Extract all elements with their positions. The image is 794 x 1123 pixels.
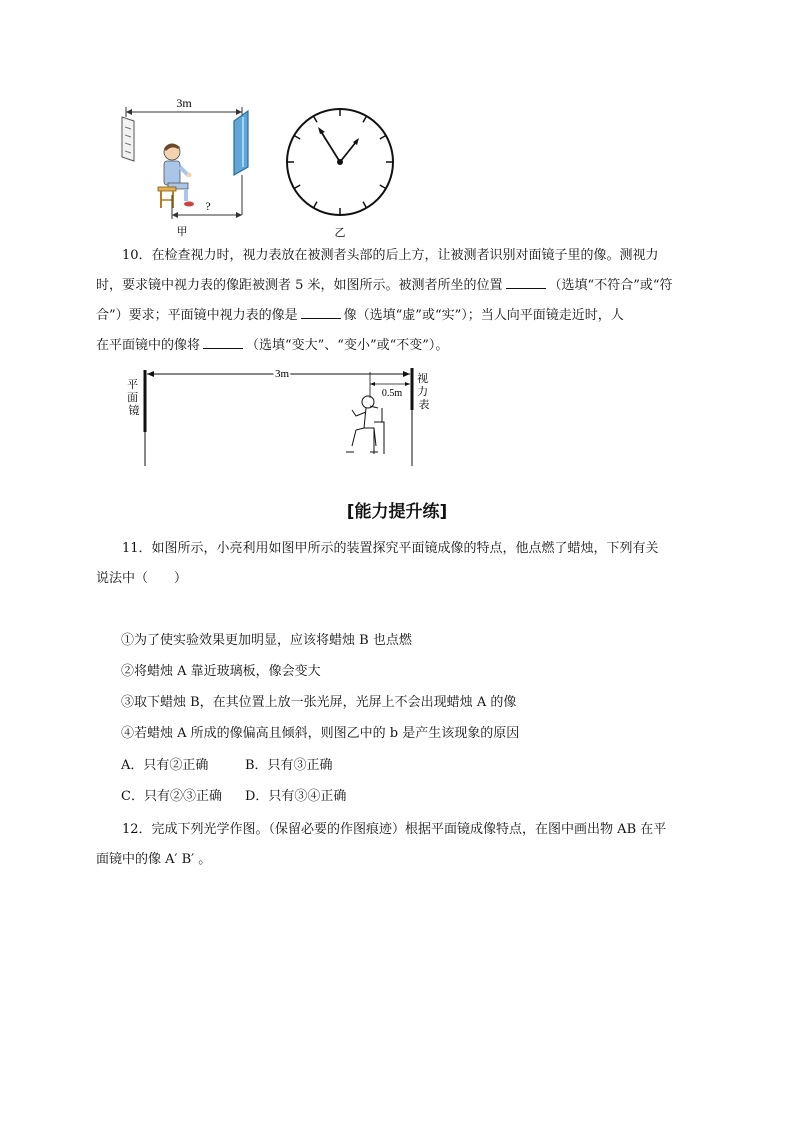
q10-line1: 10．在检查视力时，视力表放在被测者头部的后上方，让被测者识别对面镜子里的像。测视力	[122, 248, 659, 263]
figure-jia	[110, 95, 260, 240]
fig2-mirror-label-3: 镜	[128, 405, 140, 417]
fig1-caption-jia: 甲	[176, 226, 188, 238]
q10-line4a: 在平面镜中的像将	[96, 338, 201, 353]
q10-blank-1[interactable]	[506, 276, 546, 289]
fig2-chart-label	[417, 372, 431, 411]
figure-yi-clock	[280, 100, 400, 240]
fig2-mirror-label-1: 平	[127, 379, 139, 391]
q11-item-3: ③取下蜡烛 B，在其位置上放一张光屏，光屏上不会出现蜡烛 A 的像	[121, 695, 517, 710]
q11-option-b[interactable]: B．只有③正确	[245, 758, 333, 773]
section-title: [能力提升练]	[346, 502, 448, 522]
clock-hour-hand	[340, 142, 356, 162]
q11-line2: 说法中（ ）	[96, 571, 188, 586]
q11-item-2: ②将蜡烛 A 靠近玻璃板，像会变大	[121, 664, 321, 679]
q11-option-c[interactable]: C．只有②③正确	[121, 789, 222, 804]
q11-item-1: ①为了使实验效果更加明显，应该将蜡烛 B 也点燃	[121, 633, 412, 648]
fig2-chart-label-3: 表	[418, 399, 430, 411]
fig1-dist-label: 3m	[176, 96, 192, 110]
fig1-question-mark: ?	[205, 199, 211, 213]
fig2-chart-label-2: 力	[417, 386, 429, 398]
q12-paragraph	[96, 815, 700, 875]
fig2-small-dist-label: 0.5m	[381, 388, 403, 399]
q11-paragraph	[96, 534, 700, 594]
fig2-mirror-label	[127, 378, 141, 417]
q11-line1: 11．如图所示，小亮利用如图甲所示的装置探究平面镜成像的特点，他点燃了蜡烛，下列有关	[122, 541, 659, 556]
fig1-caption-yi: 乙	[334, 227, 346, 239]
q10-line2b: （选填“不符合”或“符	[548, 278, 673, 293]
fig2-chart-label-1: 视	[417, 373, 429, 385]
q10-line3b: 像（选填“虚”或“实”）；当人向平面镜走近时，人	[343, 308, 624, 323]
q11-option-d[interactable]: D．只有③④正确	[245, 789, 347, 804]
fig2-dist-label: 3m	[274, 368, 290, 380]
q10-paragraph	[96, 241, 700, 361]
q10-blank-2[interactable]	[301, 306, 341, 319]
fig2-mirror-label-2: 面	[127, 392, 139, 404]
figure-eye-test	[120, 362, 440, 470]
q10-line3a: 合”）要求；平面镜中视力表的像是	[96, 308, 298, 323]
q10-blank-3[interactable]	[203, 336, 243, 349]
q12-line2: 面镜中的像 A′ B′ 。	[96, 852, 212, 867]
clock-minute-hand	[320, 130, 340, 162]
q11-option-a[interactable]: A．只有②正确	[121, 758, 209, 773]
q11-item-4: ④若蜡烛 A 所成的像偏高且倾斜，则图乙中的 b 是产生该现象的原因	[121, 726, 520, 741]
seated-person	[346, 396, 384, 454]
q10-line4b: （选填“变大”、“变小”或“不变”）。	[246, 338, 449, 353]
q10-line2a: 时，要求镜中视力表的像距被测者 5 米，如图所示。被测者所坐的位置	[96, 278, 503, 293]
q12-line1: 12．完成下列光学作图。（保留必要的作图痕迹）根据平面镜成像特点，在图中画出物 AB 在平	[122, 822, 667, 837]
